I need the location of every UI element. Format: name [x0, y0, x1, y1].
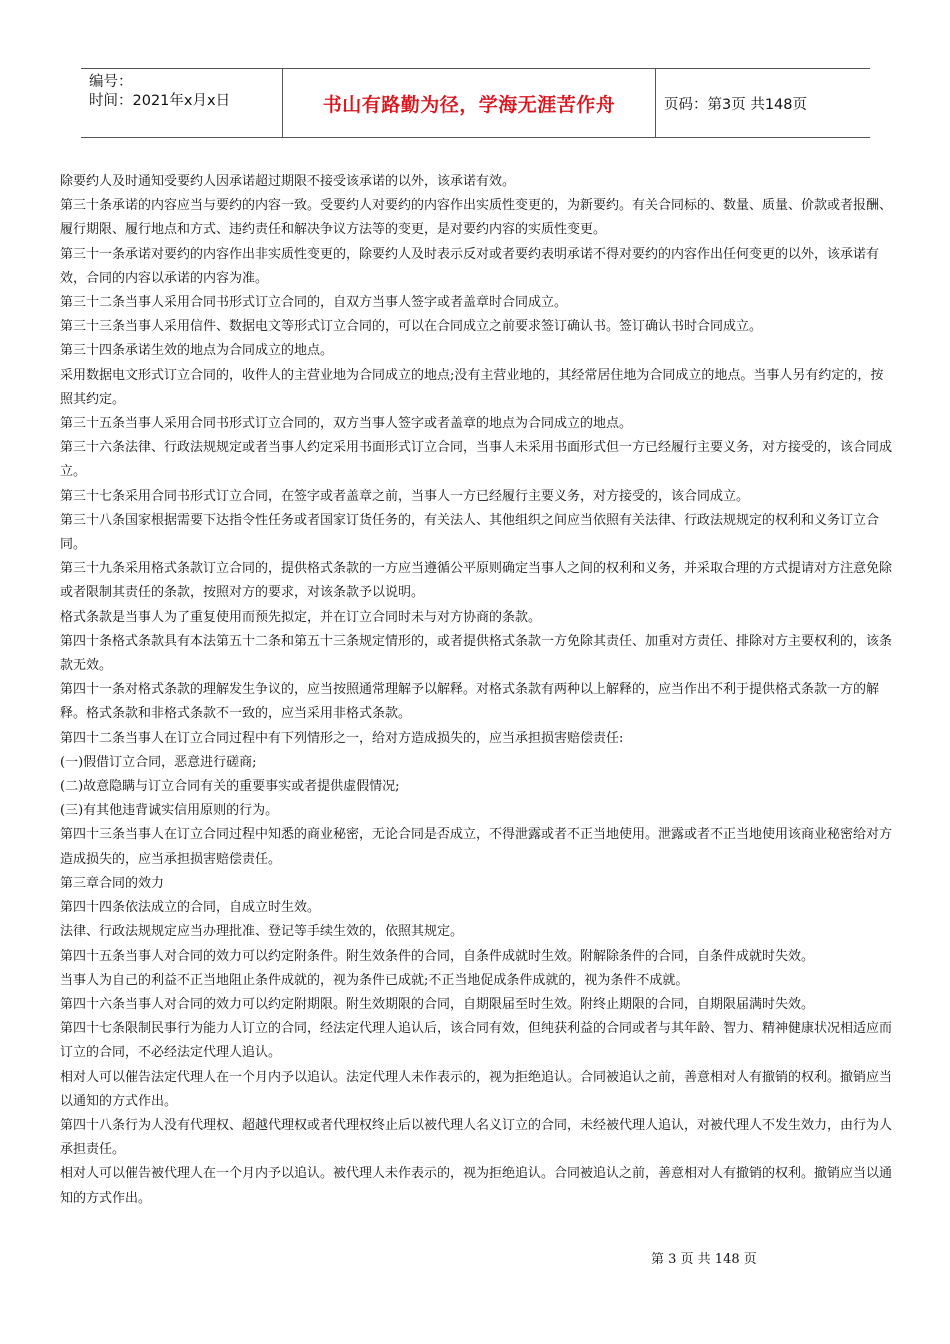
paragraph: 第四十五条当事人对合同的效力可以约定附条件。附生效条件的合同，自条件成就时生效。附解除条件的合同，自条件成就时失效。 [60, 948, 815, 964]
chapter-heading: 第三章合同的效力 [60, 875, 165, 891]
list-item: (一)假借订立合同，恶意进行磋商; [60, 754, 257, 770]
document-body [60, 170, 894, 1211]
paragraph: 第三十一条承诺对要约的内容作出非实质性变更的，除要约人及时表示反对或者要约表明承诺不得对要约的内容作出任何变更的以外，该承诺有效，合同的内容以承诺的内容为准。 [60, 246, 880, 286]
paragraph: 第三十条承诺的内容应当与要约的内容一致。受要约人对要约的内容作出实质性变更的，为新要约。有关合同标的、数量、质量、价款或者报酬、履行期限、履行地点和方式、违约责任和解决争议方法等的变更，是对要约内容的实质性变更。 [60, 198, 893, 238]
paragraph: 第三十五条当事人采用合同书形式订立合同的，双方当事人签字或者盖章的地点为合同成立的地点。 [60, 416, 633, 432]
paragraph: 第三十三条当事人采用信件、数据电文等形式订立合同的，可以在合同成立之前要求签订确认书。签订确认书时合同成立。 [60, 319, 763, 335]
paragraph: 当事人为自己的利益不正当地阻止条件成就的，视为条件已成就;不正当地促成条件成就的，视为条件不成就。 [60, 972, 689, 988]
header-motto: 书山有路勤为径，学海无涯苦作舟 [283, 69, 656, 137]
paragraph: 第三十八条国家根据需要下达指令性任务或者国家订货任务的，有关法人、其他组织之间应当依照有关法律、行政法规规定的权利和义务订立合同。 [60, 512, 880, 553]
paragraph: 第四十七条限制民事行为能力人订立的合同，经法定代理人追认后，该合同有效，但纯获利益的合同或者与其年龄、智力、精神健康状况相适应而订立的合同，不必经法定代理人追认。 [60, 1021, 893, 1061]
document-number: 编号： [89, 74, 133, 90]
paragraph: 第四十四条依法成立的合同，自成立时生效。 [60, 900, 321, 916]
paragraph: 第三十七条采用合同书形式订立合同，在签字或者盖章之前，当事人一方已经履行主要义务，对方接受的，该合同成立。 [60, 488, 750, 504]
header-meta [81, 69, 283, 137]
paragraph: 第四十三条当事人在订立合同过程中知悉的商业秘密，无论合同是否成立，不得泄露或者不正当地使用。泄露或者不正当地使用该商业秘密给对方造成损失的，应当承担损害赔偿责任。 [60, 827, 893, 867]
paragraph: 第四十八条行为人没有代理权、超越代理权或者代理权终止后以被代理人名义订立的合同，未经被代理人追认，对被代理人不发生效力，由行为人承担责任。 [60, 1117, 893, 1158]
list-item: (三)有其他违背诚实信用原则的行为。 [60, 803, 279, 819]
paragraph: 采用数据电文形式订立合同的，收件人的主营业地为合同成立的地点;没有主营业地的，其经常居住地为合同成立的地点。当事人另有约定的，按照其约定。 [60, 367, 884, 407]
paragraph: 第三十四条承诺生效的地点为合同成立的地点。 [60, 343, 334, 359]
paragraph: 第四十一条对格式条款的理解发生争议的，应当按照通常理解予以解释。对格式条款有两种以上解释的，应当作出不利于提供格式条款一方的解释。格式条款和非格式条款不一致的，应当采用非格式条款。 [60, 682, 880, 722]
paragraph: 相对人可以催告法定代理人在一个月内予以追认。法定代理人未作表示的，视为拒绝追认。合同被追认之前，善意相对人有撤销的权利。撤销应当以通知的方式作出。 [60, 1069, 893, 1109]
paragraph: 第三十六条法律、行政法规规定或者当事人约定采用书面形式订立合同，当事人未采用书面形式但一方已经履行主要义务，对方接受的，该合同成立。 [60, 440, 893, 480]
paragraph: 法律、行政法规规定应当办理批准、登记等手续生效的，依照其规定。 [60, 924, 464, 940]
document-time: 时间：2021年x月x日 [89, 93, 231, 109]
paragraph: 第四十条格式条款具有本法第五十二条和第五十三条规定情形的，或者提供格式条款一方免除其责任、加重对方责任、排除对方主要权利的，该条款无效。 [60, 633, 893, 674]
paragraph: 第三十九条采用格式条款订立合同的，提供格式条款的一方应当遵循公平原则确定当事人之间的权利和义务，并采取合理的方式提请对方注意免除或者限制其责任的条款，按照对方的要求，对该条款予以说明。 [60, 561, 893, 601]
paragraph: 第三十二条当事人采用合同书形式订立合同的，自双方当事人签字或者盖章时合同成立。 [60, 295, 568, 311]
list-item: (二)故意隐瞒与订立合同有关的重要事实或者提供虚假情况; [60, 779, 400, 795]
paragraph: 第四十二条当事人在订立合同过程中有下列情形之一，给对方造成损失的，应当承担损害赔偿责任: [60, 730, 624, 746]
paragraph: 相对人可以催告被代理人在一个月内予以追认。被代理人未作表示的，视为拒绝追认。合同被追认之前，善意相对人有撤销的权利。撤销应当以通知的方式作出。 [60, 1166, 893, 1206]
paragraph: 第四十六条当事人对合同的效力可以约定附期限。附生效期限的合同，自期限届至时生效。附终止期限的合同，自期限届满时失效。 [60, 996, 815, 1012]
page-header [81, 68, 870, 138]
paragraph: 除要约人及时通知受要约人因承诺超过期限不接受该承诺的以外，该承诺有效。 [60, 174, 516, 189]
page-footer: 第 3 页 共 148 页 [651, 1252, 757, 1267]
header-page-number: 页码：第3页 共148页 [664, 96, 808, 113]
paragraph: 格式条款是当事人为了重复使用而预先拟定，并在订立合同时未与对方协商的条款。 [60, 609, 542, 625]
